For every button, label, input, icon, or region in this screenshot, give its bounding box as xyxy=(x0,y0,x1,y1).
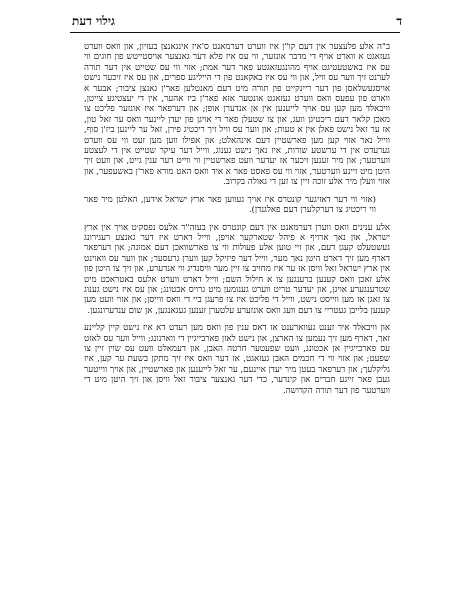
page-number: ד xyxy=(396,14,402,28)
page-header xyxy=(70,14,402,32)
running-title: גילוי דעת xyxy=(72,14,115,28)
header-rule xyxy=(70,32,400,33)
paragraph-2-note: (אזוי ווי דער דאזיגער קונטרס איז אויך געווען פאר ארץ ישראל אידען, האלטן מיר פאר ווי ריכטיג צו דערקלערן דעם פאלגנדן). xyxy=(84,194,376,216)
body-text xyxy=(84,42,390,582)
paragraph-1: ב"ה אלע פלעצער אין דעם קו"ן איז ווערט דערמאנט ס'איז אינגאנצן בעזיון, און וואס ווערט געזאגט א ווארט אויף די מדבר אונזער, ווי עס איז פלא דער גאנצער אויסטייטש פון חוגים ווי עס איז באשטעטיגט אויף מהונגעזאגטע פאר דער אמת; אזוי ווי עס שטייט אין דער תורה לערנט זיך ווער עס וויל, און ווי עס איז באקאנט פון די הייליגע ספרים, און עס איז זיכער נישט אויסגעשלאסן פון דער ריינקייט פון תורה מיט דעם מאנטלען פאר'ן גאנצן ציבור; אבער א ווארט פון עפעס וואס ווערט געזאגט אונטער אזא פאר'ן ביז אהער, אין די יעצטיגע צייטן, וויבאלד מען קען עס אויך לייענען אין אן אנדערן אופן; און דערפאר איז אונזער פליכט צו מאכן קלאר דעם ריכטיגן וועג, און צו שטעלן פאר די אויגן פון יעדן ליינער וואס ער זאל טון, אז ער זאל נישט פאלן אין א טעות; און ווער עס וויל זיך ריכטיג פירן, זאל ער ליינען ביז'ן סוף, ווייל נאר אזוי קען מען פארשטיין דעם אינהאלט; און אפילו ווען מען זעט ווי עס ווערט גערעדט אין די ערשטע שורות, איז נאך נישט גענוג, ווייל דער עיקר שטייט אין די לעצטע ווערטער; און מיר זענען זיכער אז יעדער וועט פארשטיין ווי ווייט דער ענין גייט, און וועט זיך היטן מיט זיינע ווערטער, אזוי ווי עס פאסט פאר א איד וואס האט מורא פאר'ן באשעפער, און אזוי וועלן מיר אלע זוכה זיין צו זען די גאולה בקרוב. xyxy=(84,42,390,188)
paragraph-3: אלע ענינים וואס ווערן דערמאנט אין דעם קונטרס אין בעזה"ר אלעס נפסק׳ט אויך אין ארץ ישראל, און נאך ארויף א פיהל שטארקער אויפן, ווייל דארט איז דער גאנצע רעגירונג געשטעלט קעגן דעם, און זיי טוען אלע פעולות ווי צו פארשוואכן דעם אמונה; און דערפאר דארף מען זיך דארט היטן נאך מער, ווייל דער פיזיקל קען ווערן גרעסער; און ווער עס וואוינט אין ארץ ישראל זאל וויסן אז ער איז מחויב צו זיין מער וויסנדיג ווי אנדערע, און זיך צו היטן פון אלע זאכן וואס קענען ברענגען צו א חילול השם; ווייל דארט ווערט אלעס באטראכט מיט שטרענגערע אויגן, און יעדער טריט ווערט גענומען מיט גרויס אכטונג; און עס איז נישט גענוג צו זאגן אז מען ווייסט נישט, ווייל די פליכט איז צו פרעגן ביי די וואס ווייסן; און אזוי וועט מען קענען בלייבן געטריי צו דעם וועג וואס אונזערע עלטערן זענען געגאנגען, אן שום ענדערונגען. xyxy=(84,222,390,316)
paragraph-4: און וויבאלד איר זענט געווארענט אז דאס ענין פון וואס מען רעדט דא איז נישט קיין קליינע זאך, דארף מען זיך נעמען צו הארצן, און נישט לאזן פארבייגיין די ווארנונג; ווייל ווער עס לאזט עס פארבייגיין אן אכטונג, וועט שפעטער חרטה האבן, און דעמאלט וועט עס שוין זיין צו שפעט; און אזוי ווי די חכמים האבן געזאגט, אז דער וואס איז זיך מתקן בשעת ער קען, איז גליקלעך; און דערפאר בעטן מיר יעדן איינעם, ער זאל לייענען און פארשטיין, און אויך ווייטער געבן פאר זיינע חברים און קינדער, כדי דער גאנצער ציבור זאל וויסן און זיך היטן מיט די ווערטער פון דער תורה הקדושה. xyxy=(84,323,390,396)
